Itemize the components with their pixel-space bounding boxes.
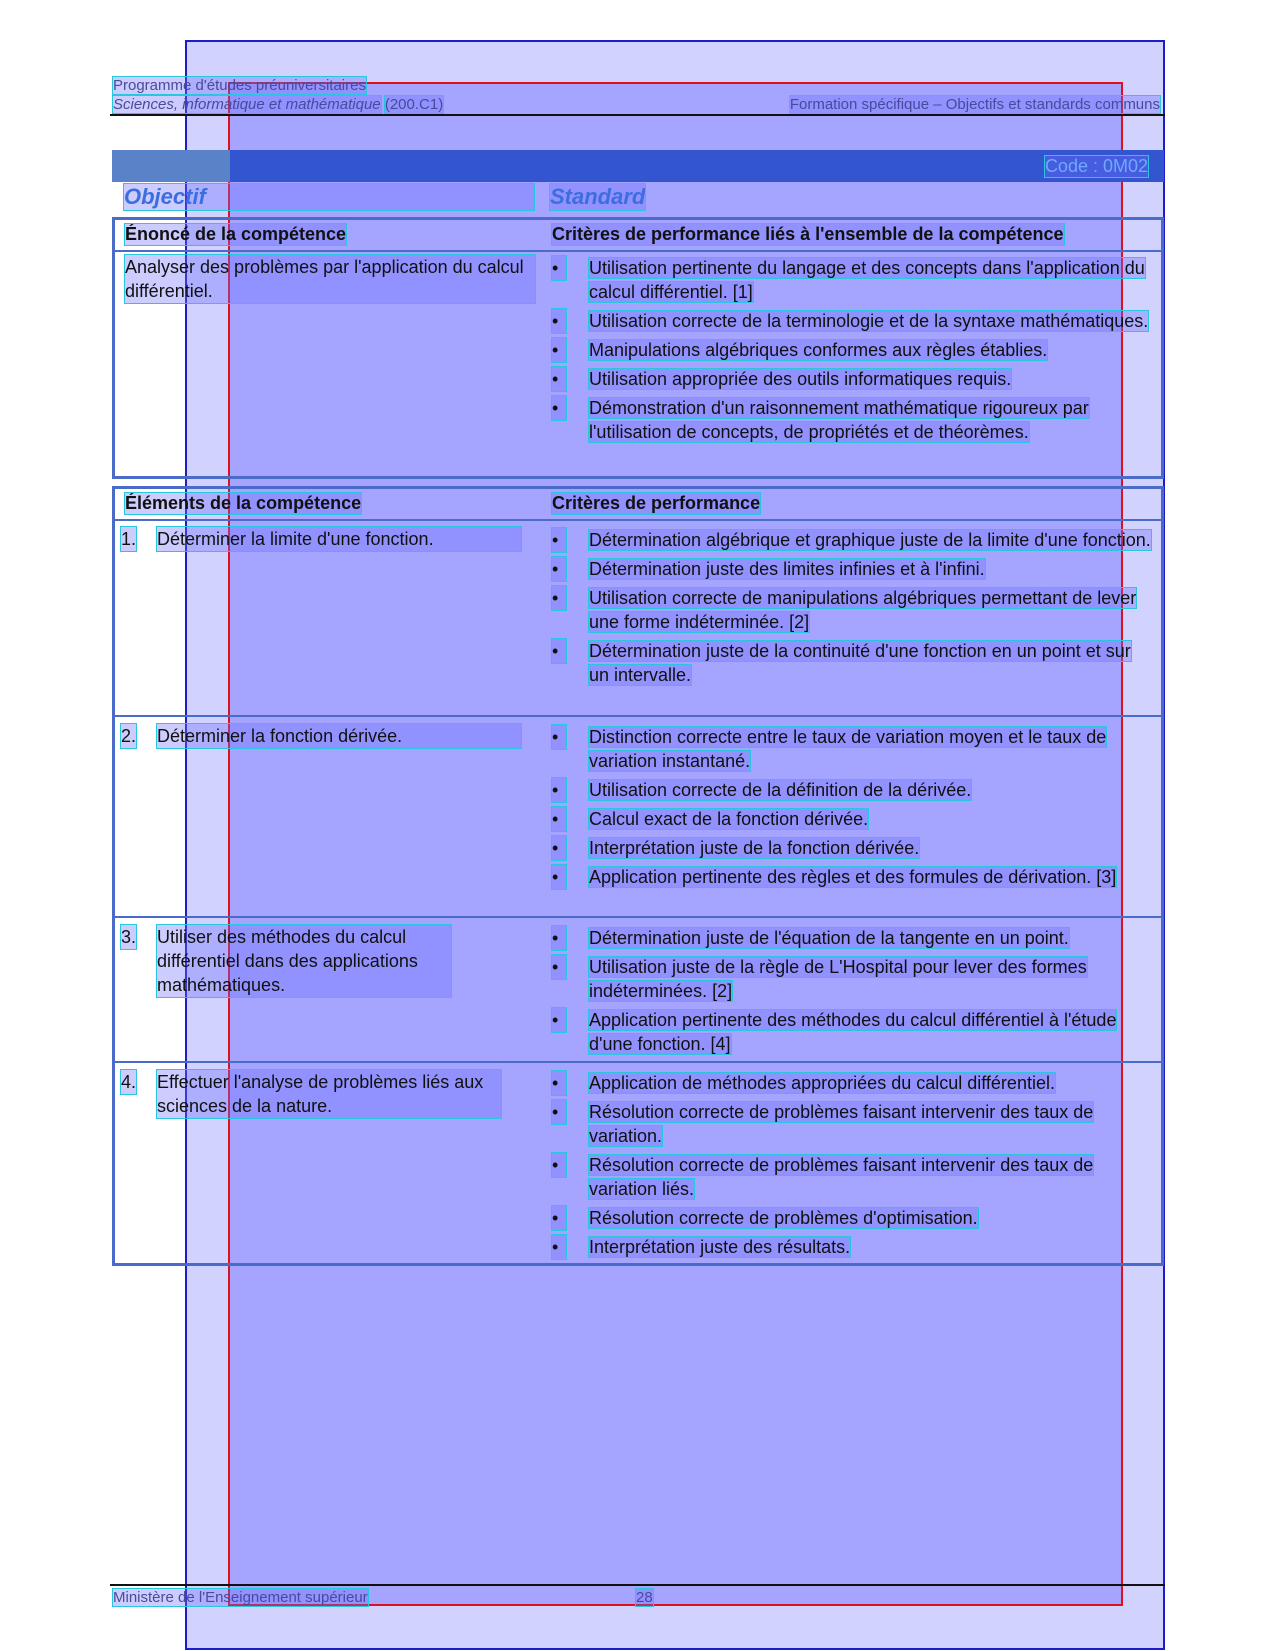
list-item: • Interprétation juste de la fonction dérivée.: [552, 838, 920, 858]
objectif-title: Objectif: [124, 184, 534, 210]
element-text: Déterminer la fonction dérivée.: [157, 724, 521, 748]
list-item: • Démonstration d'un raisonnement mathématique rigoureux par l'utilisation de concepts, de propriétés et de théorèmes.: [552, 398, 1089, 442]
bullet-icon: •: [552, 639, 566, 663]
header-program-name: Sciences, informatique et mathématique: [113, 96, 381, 113]
list-item: • Utilisation pertinente du langage et des concepts dans l'application du calcul différentiel. [1]: [552, 258, 1145, 302]
code-bar: [112, 150, 1164, 182]
row-divider: [115, 715, 1161, 717]
competency-code: Code : 0M02: [1044, 156, 1148, 176]
element-1-criteria: [552, 528, 1152, 692]
list-item: • Utilisation correcte de la terminologie et de la syntaxe mathématiques.: [552, 311, 1149, 331]
bullet-icon: •: [552, 256, 566, 280]
bullet-icon: •: [552, 836, 566, 860]
list-item: • Résolution correcte de problèmes faisant intervenir des taux de variation.: [552, 1102, 1094, 1146]
element-text: Déterminer la limite d'une fonction.: [157, 527, 521, 551]
element-1: [121, 527, 521, 551]
box-header: [115, 489, 1161, 521]
element-4: [121, 1070, 501, 1118]
bullet-icon: •: [552, 807, 566, 831]
row-divider: [115, 1061, 1161, 1063]
bullet-icon: •: [552, 309, 566, 333]
bullet-icon: •: [552, 865, 566, 889]
criteria-heading: Critères de performance: [552, 493, 761, 513]
elements-heading: Éléments de la compétence: [125, 493, 362, 513]
statement-heading: Énoncé de la compétence: [125, 224, 347, 244]
list-item: • Détermination juste de l'équation de la tangente en un point.: [552, 928, 1069, 948]
bullet-icon: •: [552, 1071, 566, 1095]
element-number: 1.: [121, 529, 137, 549]
header-program-line: [113, 96, 443, 113]
page-number: 28: [636, 1589, 653, 1606]
bullet-icon: •: [552, 955, 566, 979]
element-number: 4.: [121, 1072, 137, 1092]
element-number: 3.: [121, 927, 137, 947]
element-3-criteria: [552, 926, 1152, 1061]
element-3: [121, 925, 451, 997]
competency-statement: Analyser des problèmes par l'application du calcul différentiel.: [125, 255, 535, 303]
bullet-icon: •: [552, 1008, 566, 1032]
bullet-icon: •: [552, 557, 566, 581]
box-header: [115, 220, 1161, 252]
element-text: Effectuer l'analyse de problèmes liés aux sciences de la nature.: [157, 1070, 501, 1118]
list-item: • Utilisation correcte de la définition de la dérivée.: [552, 780, 972, 800]
list-item: • Résolution correcte de problèmes faisant intervenir des taux de variation liés.: [552, 1155, 1094, 1199]
footer-rule: [110, 1584, 1165, 1586]
element-2: [121, 724, 521, 748]
list-item: • Application de méthodes appropriées du calcul différentiel.: [552, 1073, 1055, 1093]
header-program-title: Programme d'études préuniversitaires: [113, 77, 366, 94]
element-text: Utiliser des méthodes du calcul différentiel dans des applications mathématiques.: [157, 925, 451, 997]
row-divider: [115, 916, 1161, 918]
bullet-icon: •: [552, 396, 566, 420]
footer-ministry: Ministère de l'Enseignement supérieur: [113, 1589, 368, 1606]
bullet-icon: •: [552, 367, 566, 391]
list-item: • Calcul exact de la fonction dérivée.: [552, 809, 869, 829]
bullet-icon: •: [552, 778, 566, 802]
list-item: • Utilisation correcte de manipulations algébriques permettant de lever une forme indéterminée. [2]: [552, 588, 1137, 632]
element-4-criteria: [552, 1071, 1152, 1264]
list-item: • Détermination juste de la continuité d'une fonction en un point et sur un intervalle.: [552, 641, 1131, 685]
header-section-title: Formation spécifique – Objectifs et standards communs: [789, 96, 1160, 113]
bullet-icon: •: [552, 1206, 566, 1230]
bullet-icon: •: [552, 1153, 566, 1177]
list-item: • Interprétation juste des résultats.: [552, 1237, 851, 1257]
bullet-icon: •: [552, 1235, 566, 1259]
overall-criteria-list: [552, 256, 1152, 449]
element-2-criteria: [552, 725, 1152, 894]
header-program-code: (200.C1): [384, 96, 444, 113]
bullet-icon: •: [552, 926, 566, 950]
list-item: • Résolution correcte de problèmes d'optimisation.: [552, 1208, 978, 1228]
list-item: • Application pertinente des méthodes du calcul différentiel à l'étude d'une fonction. [4]: [552, 1010, 1117, 1054]
competency-elements-box: [112, 486, 1164, 1266]
bullet-icon: •: [552, 725, 566, 749]
list-item: • Utilisation juste de la règle de L'Hospital pour lever des formes indéterminées. [2]: [552, 957, 1087, 1001]
list-item: • Distinction correcte entre le taux de variation moyen et le taux de variation instantané.: [552, 727, 1107, 771]
element-number: 2.: [121, 726, 137, 746]
header-rule: [110, 114, 1165, 116]
bullet-icon: •: [552, 528, 566, 552]
overall-criteria-heading: Critères de performance liés à l'ensemble de la compétence: [552, 224, 1064, 244]
bullet-icon: •: [552, 586, 566, 610]
list-item: • Détermination algébrique et graphique juste de la limite d'une fonction.: [552, 530, 1151, 550]
list-item: • Application pertinente des règles et des formules de dérivation. [3]: [552, 867, 1117, 887]
bullet-icon: •: [552, 338, 566, 362]
list-item: • Utilisation appropriée des outils informatiques requis.: [552, 369, 1012, 389]
standard-title: Standard: [550, 184, 646, 209]
bullet-icon: •: [552, 1100, 566, 1124]
list-item: • Détermination juste des limites infinies et à l'infini.: [552, 559, 985, 579]
competency-statement-box: [112, 217, 1164, 479]
list-item: • Manipulations algébriques conformes aux règles établies.: [552, 340, 1048, 360]
